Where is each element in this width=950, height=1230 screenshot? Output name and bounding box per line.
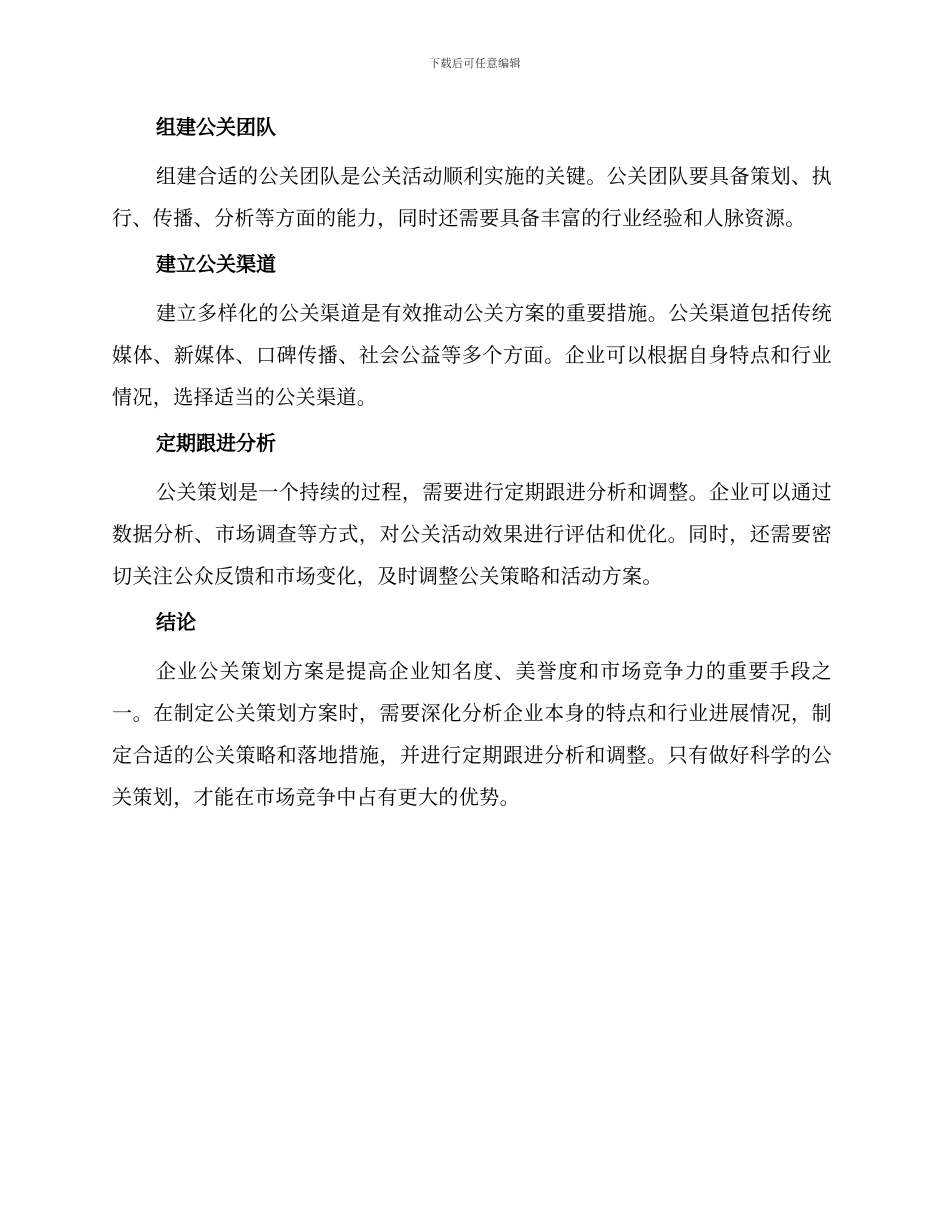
document-content bbox=[112, 112, 832, 828]
section-build-pr-team bbox=[112, 112, 832, 239]
section-paragraph: 建立多样化的公关渠道是有效推动公关方案的重要措施。公关渠道包括传统媒体、新媒体、口碑传播、社会公益等多个方面。企业可以根据自身特点和行业情况，选择适当的公关渠道。 bbox=[112, 301, 832, 409]
section-paragraph: 组建合适的公关团队是公关活动顺利实施的关键。公关团队要具备策划、执行、传播、分析等方面的能力，同时还需要具备丰富的行业经验和人脉资源。 bbox=[112, 164, 832, 230]
section-paragraph: 企业公关策划方案是提高企业知名度、美誉度和市场竞争力的重要手段之一。在制定公关策划方案时，需要深化分析企业本身的特点和行业进展情况，制定合适的公关策略和落地措施，并进行定期跟进分析和调整。只有做好科学的公关策划，才能在市场竞争中占有更大的优势。 bbox=[112, 659, 832, 809]
section-paragraph: 公关策划是一个持续的过程，需要进行定期跟进分析和调整。企业可以通过数据分析、市场调查等方式，对公关活动效果进行评估和优化。同时，还需要密切关注公众反馈和市场变化，及时调整公关策略和活动方案。 bbox=[112, 480, 832, 588]
section-heading: 定期跟进分析 bbox=[156, 431, 276, 455]
section-regular-follow-up bbox=[112, 428, 832, 597]
header-note: 下载后可任意编辑 bbox=[429, 57, 521, 70]
section-heading: 组建公关团队 bbox=[156, 115, 276, 139]
section-conclusion bbox=[112, 607, 832, 818]
section-heading: 建立公关渠道 bbox=[156, 252, 276, 276]
section-heading: 结论 bbox=[156, 610, 196, 634]
section-build-pr-channels bbox=[112, 249, 832, 418]
